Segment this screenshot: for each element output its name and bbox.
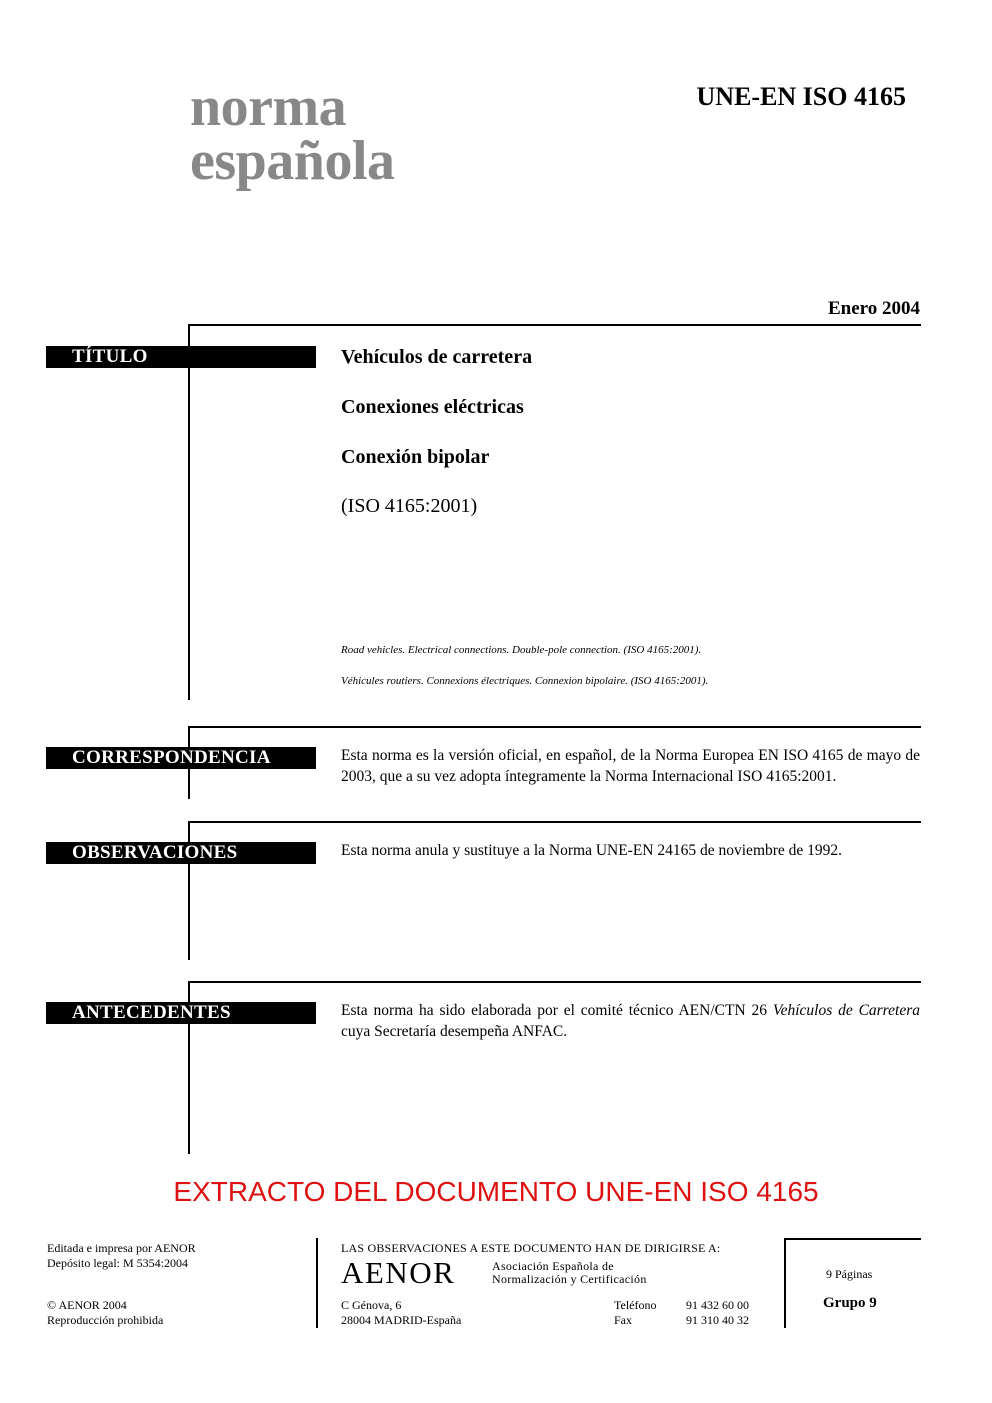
footer-address-street: C Génova, 6: [341, 1298, 402, 1312]
footer-fax-label: Fax: [614, 1313, 632, 1327]
divider-antecedentes: [188, 981, 921, 983]
brand-line-2: española: [190, 130, 395, 192]
correspondencia-text: Esta norma es la versión oficial, en español, de la Norma Europea EN ISO 4165 de mayo de 2003, que a su vez adopta íntegramente la Norma Internacional ISO 4165:2001.: [341, 747, 920, 785]
divider-titulo: [188, 324, 921, 326]
footer-publisher: [47, 1241, 196, 1271]
title-line-2: Conexiones eléctricas: [341, 396, 524, 418]
extract-notice: EXTRACTO DEL DOCUMENTO UNE-EN ISO 4165: [173, 1176, 819, 1207]
footer-vrule-right: [784, 1238, 786, 1328]
footer-address-city: 28004 MADRID-España: [341, 1313, 462, 1327]
price-group: Grupo 9: [823, 1295, 877, 1311]
aenor-organization: [492, 1260, 647, 1286]
page-count: 9 Páginas: [826, 1267, 873, 1281]
antecedentes-committee: Vehículos de Carretera: [772, 1002, 920, 1019]
section-label-titulo: TÍTULO: [46, 346, 316, 368]
footer-address: [341, 1298, 461, 1328]
divider-correspondencia: [188, 726, 921, 728]
footer-tel-value: 91 432 60 00: [686, 1298, 749, 1312]
footer-vrule-left: [316, 1238, 318, 1328]
standard-code: UNE-EN ISO 4165: [696, 82, 906, 111]
translation-french: Véhicules routiers. Connexions électriques. Connexion bipolaire. (ISO 4165:2001).: [341, 675, 709, 687]
footer-contact-values: [686, 1298, 749, 1328]
footer-copyright: [47, 1298, 163, 1328]
antecedentes-text: [341, 1000, 920, 1042]
translation-english: Road vehicles. Electrical connections. Double-pole connection. (ISO 4165:2001).: [341, 644, 702, 656]
section-label-correspondencia: CORRESPONDENCIA: [46, 747, 316, 769]
footer-box-top: [784, 1238, 921, 1240]
section-label-observaciones: OBSERVACIONES: [46, 842, 316, 864]
brand-line-1: norma: [190, 76, 347, 138]
aenor-org-line-2: Normalización y Certificación: [492, 1272, 647, 1286]
title-line-1: Vehículos de carretera: [341, 346, 533, 368]
footer-reproduction: Reproducción prohibida: [47, 1313, 164, 1327]
footer-copyright-line: © AENOR 2004: [47, 1298, 127, 1312]
footer-contact-labels: [614, 1298, 656, 1328]
footer-edited-by: Editada e impresa por AENOR: [47, 1241, 196, 1255]
aenor-logo: AENOR: [341, 1255, 456, 1290]
antecedentes-text-after: cuya Secretaría desempeña ANFAC.: [341, 1023, 568, 1040]
vrule-titulo: [188, 324, 190, 700]
footer-tel-label: Teléfono: [614, 1298, 657, 1312]
brand-title: [190, 76, 395, 192]
footer-heading: LAS OBSERVACIONES A ESTE DOCUMENTO HAN DE DIRIGIRSE A:: [341, 1241, 721, 1255]
antecedentes-text-before: Esta norma ha sido elaborada por el comité técnico AEN/CTN 26: [341, 1002, 773, 1019]
footer-legal-deposit: Depósito legal: M 5354:2004: [47, 1256, 188, 1270]
section-label-antecedentes: ANTECEDENTES: [46, 1002, 316, 1024]
title-line-3: Conexión bipolar: [341, 446, 490, 468]
footer-fax-value: 91 310 40 32: [686, 1313, 749, 1327]
iso-reference: (ISO 4165:2001): [341, 495, 478, 517]
publication-date: Enero 2004: [827, 298, 920, 319]
aenor-org-line-1: Asociación Española de: [492, 1259, 614, 1273]
observaciones-text: Esta norma anula y sustituye a la Norma UNE-EN 24165 de noviembre de 1992.: [341, 842, 843, 859]
divider-observaciones: [188, 821, 921, 823]
